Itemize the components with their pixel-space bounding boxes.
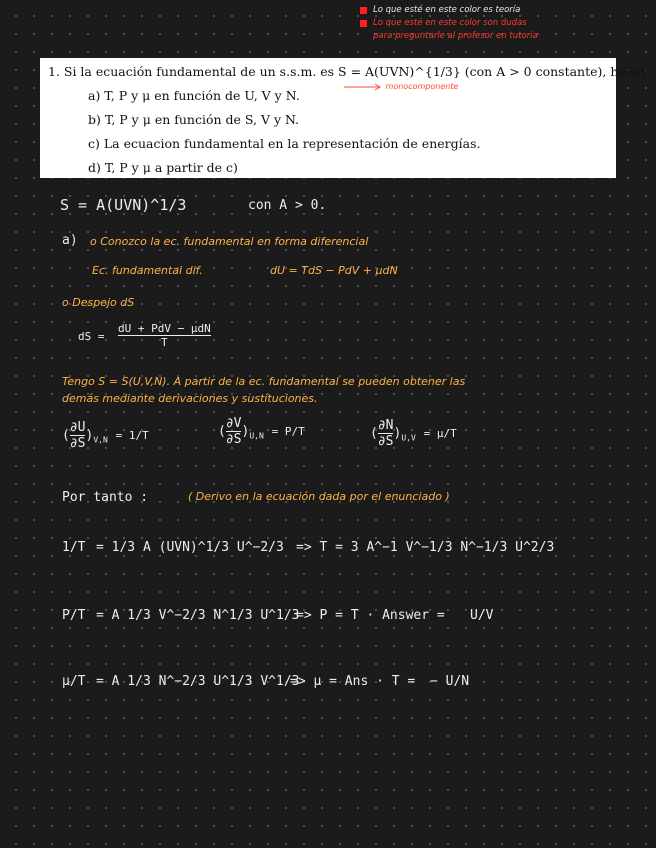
eq2-lhs: P/T [62,608,86,623]
d1-subscript: V,N [93,435,108,445]
despejo-text: o Despejo dS [62,296,135,309]
red-square-icon [360,20,367,27]
d3-subscript: U,V [401,433,416,443]
portanto-text: ( Derivo en la ecuación dada por el enunciado ) [188,490,450,503]
problem-item-d: d) T, P y μ a partir de c) [88,160,238,175]
part-a-text: o Conozco la ec. fundamental en forma diferencial [90,235,369,248]
d1-denominator: ∂S [69,436,86,451]
ds-denominator: T [161,336,168,349]
legend-item-theory [360,4,652,16]
problem-intro: 1. Si la ecuación fundamental de un s.s.m. es S = A(UVN)^{1/3} (con A > 0 constante), hallar: [48,64,652,79]
derivative-2: ( $\frac{\partial V}{\partial S}$ )$_{U,N} = P/T$ [218,416,305,447]
condition-text: con A > 0. [248,198,327,213]
legend-item-doubts [360,17,652,29]
tengo-line-1: Tengo S = S(U,V,N). A partir de la ec. fundamental se pueden obtener las [62,375,466,388]
d1-rhs: = 1/T [115,429,149,442]
legend-text-doubts-cont: para preguntarle al profesor en tutoría [373,31,538,41]
d3-denominator: ∂S [377,434,394,449]
part-a-label: a) [62,233,78,248]
eq1-middle: = 1/3 A (UVN)^1/3 U^−2/3 [96,540,284,555]
problem-item-b: b) T, P y μ en función de S, V y N. [88,112,300,127]
d3-numerator: ∂N [377,418,394,433]
d2-numerator: ∂V [225,416,242,431]
portanto-label: Por tanto : [62,490,149,505]
derivative-1: ( $\frac{\partial U}{\partial S}$ )$_{V,N} = 1/T$ [62,420,149,451]
d1-numerator: ∂U [69,420,86,435]
eq3-middle: = A 1/3 N^−2/3 U^1/3 V^1/3 [96,674,300,689]
main-equation: S = A(UVN)^1/3 [60,196,187,214]
eq3-rhs: => μ = Ans · T = [290,674,416,689]
ds-lhs: dS = [78,330,105,343]
ds-fraction [118,322,211,349]
eq3-lhs: μ/T [62,674,86,689]
eq2-middle: = A 1/3 V^−2/3 N^1/3 U^1/3 [96,608,300,623]
derivative-3: ( $\frac{\partial N}{\partial S}$ )$_{U,V} = \mu/T$ [370,418,457,449]
eq1-lhs: 1/T [62,540,86,555]
eq2-answer: U/V [470,608,494,623]
eq3-answer: − U/N [430,674,470,689]
d2-rhs: = P/T [271,425,305,438]
color-legend [360,4,652,43]
d3-rhs: = μ/T [423,427,457,440]
ec-dif-equation: dU = TdS − PdV + μdN [270,264,398,277]
d2-denominator: ∂S [225,432,242,447]
tengo-line-2: demás mediante derivaciones y sustituciones. [62,392,318,405]
eq2-rhs: => P = T · Answer = [296,608,445,623]
legend-item-doubts-cont [360,30,652,42]
problem-item-a: a) T, P y μ en función de U, V y N. [88,88,300,103]
problem-statement [40,58,652,178]
arrow-icon [343,83,383,91]
legend-text-theory: Lo que esté en este color es teoría [373,5,521,15]
red-square-icon [360,7,367,14]
ec-dif-label: Ec. fundamental dif. [92,264,203,277]
problem-item-c: c) La ecuacion fundamental en la representación de energías. [88,136,481,151]
note-text: monocomponente [385,82,459,91]
eq1-rhs: => T = 3 A^−1 V^−1/3 N^−1/3 U^2/3 [296,540,555,555]
ds-numerator: dU + PdV − μdN [118,322,211,335]
legend-text-doubts: Lo que esté en este color son dudas [373,18,527,28]
d2-subscript: U,N [249,431,264,441]
note-monocomponente [343,82,458,91]
